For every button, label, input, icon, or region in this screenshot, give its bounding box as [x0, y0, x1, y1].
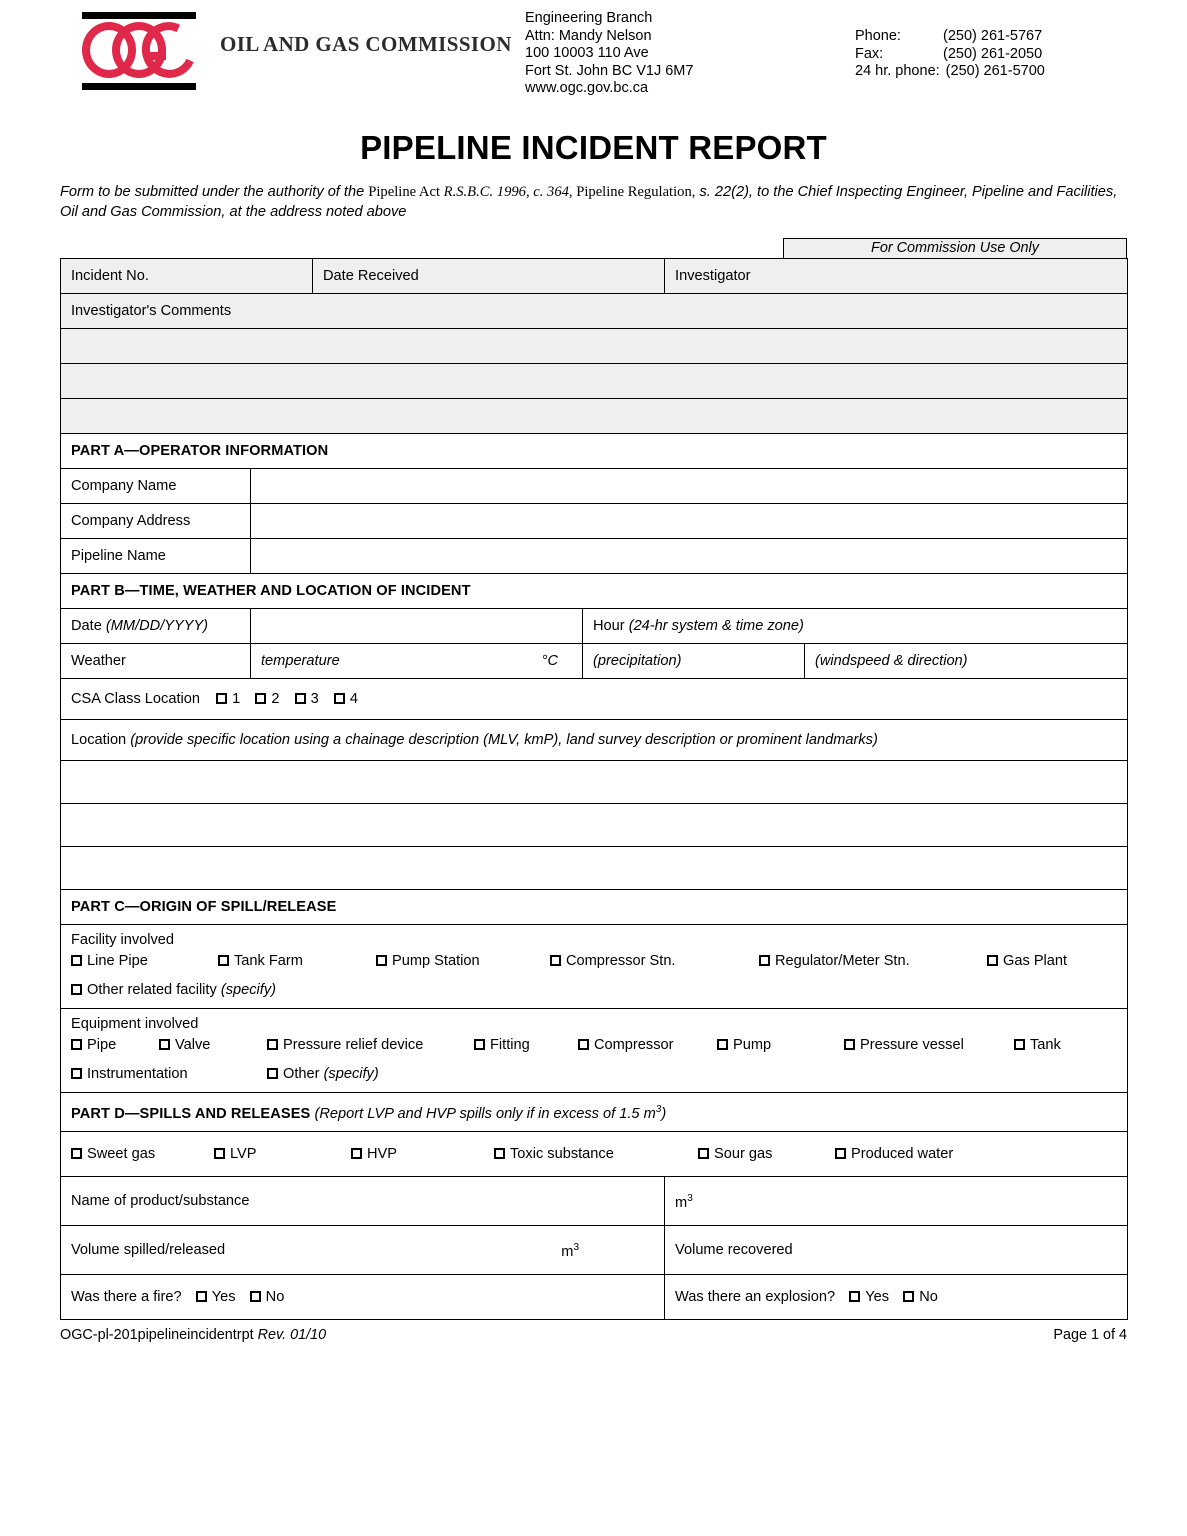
comments-blank-line[interactable] [61, 399, 1128, 434]
label-weather-cell [61, 644, 251, 679]
cell-investigator-comments[interactable] [61, 294, 1128, 329]
checkbox-icon[interactable] [987, 955, 998, 966]
footer-page-number: Page 1 of 4 [1053, 1326, 1127, 1343]
cell-date-received[interactable] [313, 259, 665, 294]
address-line: Engineering Branch [525, 10, 653, 26]
contact-label: Phone: [855, 28, 901, 44]
part-b-heading-cell [61, 574, 1128, 609]
location-blank-row [61, 804, 1128, 847]
checkbox-icon[interactable] [376, 955, 387, 966]
footer-form-id: OGC-pl-201pipelineincidentrpt Rev. 01/10 [60, 1326, 327, 1343]
checkbox-icon[interactable] [216, 693, 227, 704]
equipment-option-pressure-relief-device[interactable]: Pressure relief device [267, 1036, 474, 1054]
label-date-cell [61, 609, 251, 644]
checkbox-icon[interactable] [494, 1148, 505, 1159]
label-precipitation: (precipitation) [593, 653, 682, 669]
checkbox-icon[interactable] [71, 1039, 82, 1050]
fire-explosion-row [61, 1274, 1128, 1319]
label-investigator-comments: Investigator's Comments [71, 303, 232, 319]
csa-option-4[interactable] [334, 690, 358, 708]
label-csa-class: CSA Class Location [71, 691, 200, 707]
equipment-option-compressor[interactable]: Compressor [578, 1036, 717, 1054]
intro-part1: Form to be submitted under the authority of the [60, 184, 369, 200]
contact-label: 24 hr. phone: [855, 63, 940, 79]
company-address-row [61, 504, 1128, 539]
part-b-heading: PART B—TIME, WEATHER AND LOCATION OF INCIDENT [71, 583, 471, 599]
equipment-involved-cell [61, 1009, 1128, 1093]
label-pipeline-name-cell [61, 539, 251, 574]
facility-option-other[interactable]: Other related facility (specify) [71, 981, 276, 999]
input-hour[interactable] [583, 609, 1128, 644]
ogc-logo [82, 12, 202, 90]
label-fire-question: Was there a fire? [71, 1288, 182, 1305]
form-table [60, 258, 1128, 1320]
checkbox-icon[interactable] [334, 693, 345, 704]
commission-use-tab: For Commission Use Only [783, 238, 1127, 258]
csa-option-2[interactable] [255, 690, 279, 708]
unit-celsius: °C [541, 653, 559, 669]
equipment-options-row [71, 1036, 1117, 1054]
part-a-heading: PART A—OPERATOR INFORMATION [71, 443, 329, 459]
checkbox-icon[interactable] [351, 1148, 362, 1159]
equipment-option-pump[interactable]: Pump [717, 1036, 844, 1054]
csa-option-2-label: 2 [271, 691, 280, 707]
label-company-address-cell [61, 504, 251, 539]
product-name-row [61, 1176, 1128, 1225]
footer-revision: Rev. 01/10 [257, 1326, 327, 1343]
facility-option-pump-station[interactable]: Pump Station [376, 952, 550, 970]
hint-location: (provide specific location using a chainage description (MLV, kmP), land survey description or prominent landmarks) [130, 732, 878, 748]
location-input-line[interactable] [61, 761, 1128, 804]
commission-header-row [61, 259, 1128, 294]
volume-row [61, 1225, 1128, 1274]
substance-options-cell [61, 1131, 1128, 1176]
investigator-comments-row [61, 294, 1128, 329]
checkbox-icon[interactable] [698, 1148, 709, 1159]
substance-option-sour-gas[interactable]: Sour gas [698, 1145, 835, 1163]
part-d-heading-cell [61, 1093, 1128, 1132]
checkbox-icon[interactable] [903, 1291, 914, 1302]
explosion-question-cell [665, 1274, 1128, 1319]
checkbox-icon[interactable] [474, 1039, 485, 1050]
substance-option-toxic-substance[interactable]: Toxic substance [494, 1145, 698, 1163]
pipeline-name-row [61, 539, 1128, 574]
facility-option-compressor-stn[interactable]: Compressor Stn. [550, 952, 759, 970]
label-company-name-cell [61, 469, 251, 504]
page-header [60, 0, 1127, 122]
label-volume-spilled: Volume spilled/released [71, 1241, 226, 1258]
fire-yes-option[interactable]: Yes [196, 1288, 236, 1306]
label-weather: Weather [71, 653, 126, 669]
contact-24hr [855, 63, 1045, 81]
equipment-option-pressure-vessel[interactable]: Pressure vessel [844, 1036, 1014, 1054]
equipment-option-pipe[interactable]: Pipe [71, 1036, 159, 1054]
part-c-heading: PART C—ORIGIN OF SPILL/RELEASE [71, 899, 337, 915]
checkbox-icon[interactable] [218, 955, 229, 966]
label-pipeline-name: Pipeline Name [71, 548, 166, 564]
agency-contacts [855, 28, 1045, 81]
input-product-volume[interactable] [665, 1176, 1128, 1225]
checkbox-icon[interactable] [835, 1148, 846, 1159]
part-d-heading: PART D—SPILLS AND RELEASES [71, 1105, 315, 1122]
part-a-heading-row [61, 434, 1128, 469]
label-equipment-involved: Equipment involved [71, 1016, 199, 1032]
fire-no-option[interactable]: No [250, 1288, 285, 1306]
address-website: www.ogc.gov.bc.ca [525, 80, 649, 96]
logo-top-bar [82, 12, 196, 19]
label-hour: Hour [593, 618, 629, 634]
substance-option-sweet-gas[interactable]: Sweet gas [71, 1145, 214, 1163]
input-pipeline-name[interactable] [251, 539, 1128, 574]
location-input-line[interactable] [61, 847, 1128, 890]
label-product-name: Name of product/substance [71, 1192, 250, 1209]
input-company-address[interactable] [251, 504, 1128, 539]
checkbox-icon[interactable] [759, 955, 770, 966]
label-company-address: Company Address [71, 513, 191, 529]
equipment-involved-row [61, 1009, 1128, 1093]
label-location: Location [71, 732, 131, 748]
location-input-line[interactable] [61, 804, 1128, 847]
intro-part2: to the Chief Inspecting Engineer, Pipeline and Facilities, Oil and Gas Commission, at the address noted above [60, 184, 1118, 220]
checkbox-icon[interactable] [717, 1039, 728, 1050]
cell-investigator[interactable] [665, 259, 1128, 294]
facility-option-regulator-meter-stn[interactable]: Regulator/Meter Stn. [759, 952, 987, 970]
checkbox-icon[interactable] [255, 693, 266, 704]
checkbox-icon[interactable] [214, 1148, 225, 1159]
csa-class-cell [61, 679, 1128, 720]
checkbox-icon[interactable] [159, 1039, 170, 1050]
location-label-row [61, 720, 1128, 761]
contact-value: (250) 261-2050 [943, 45, 1043, 62]
facility-option-tank-farm[interactable]: Tank Farm [218, 952, 376, 970]
checkbox-icon[interactable] [196, 1291, 207, 1302]
date-hour-row [61, 609, 1128, 644]
address-line: Fort St. John BC V1J 6M7 [525, 62, 694, 79]
label-volume-recovered: Volume recovered [675, 1241, 793, 1258]
agency-address [525, 10, 693, 98]
csa-option-4-label: 4 [349, 691, 358, 707]
unit-m3: m [675, 1194, 688, 1211]
contact-value: (250) 261-5767 [943, 28, 1043, 44]
contact-phone [855, 28, 1045, 46]
substance-options-row [61, 1131, 1128, 1176]
label-windspeed: (windspeed & direction) [815, 653, 968, 669]
equipment-option-other[interactable]: Other (specify) [267, 1065, 379, 1083]
part-d-note-b: ) [661, 1105, 667, 1122]
part-c-heading-row [61, 890, 1128, 925]
part-d-note-sup: 3 [655, 1104, 662, 1115]
explosion-no-option[interactable]: No [903, 1288, 938, 1306]
contact-value: (250) 261-5700 [945, 63, 1045, 79]
contact-fax [855, 46, 1045, 64]
checkbox-icon[interactable] [295, 693, 306, 704]
company-name-row [61, 469, 1128, 504]
part-d-heading-row [61, 1093, 1128, 1132]
location-label-cell [61, 720, 1128, 761]
csa-option-1[interactable] [216, 690, 240, 708]
substance-option-produced-water[interactable]: Produced water [835, 1145, 953, 1163]
checkbox-icon[interactable] [267, 1039, 278, 1050]
substance-option-hvp[interactable]: HVP [351, 1145, 494, 1163]
part-c-heading-cell [61, 890, 1128, 925]
page-footer [60, 1327, 1127, 1343]
checkbox-icon[interactable] [550, 955, 561, 966]
part-d-note-a: (Report LVP and HVP spills only if in excess of 1.5 m [314, 1105, 656, 1122]
intro-act: Pipeline Act [368, 184, 444, 200]
label-temperature: temperature [261, 653, 340, 669]
checkbox-icon[interactable] [578, 1039, 589, 1050]
intro-section: s. 22(2), [695, 184, 753, 200]
label-date-received: Date Received [323, 268, 419, 284]
label-date: Date [71, 618, 106, 634]
location-blank-row [61, 847, 1128, 890]
weather-row [61, 644, 1128, 679]
input-product-name[interactable] [61, 1176, 665, 1225]
checkbox-icon[interactable] [71, 1068, 82, 1079]
input-volume-recovered[interactable] [665, 1225, 1128, 1274]
comments-blank-row [61, 399, 1128, 434]
label-company-name: Company Name [71, 478, 177, 494]
checkbox-icon[interactable] [250, 1291, 261, 1302]
checkbox-icon[interactable] [71, 1148, 82, 1159]
facility-option-gas-plant[interactable]: Gas Plant [987, 952, 1067, 970]
logo-rings [82, 22, 196, 80]
facility-involved-row [61, 925, 1128, 1009]
unit-m3-sup: 3 [687, 1192, 693, 1204]
logo-bottom-bar [82, 83, 196, 90]
label-facility-involved: Facility involved [71, 932, 175, 948]
input-temperature[interactable] [251, 644, 583, 679]
authority-statement [60, 182, 1127, 222]
label-incident-no: Incident No. [71, 268, 149, 284]
csa-option-1-label: 1 [232, 691, 241, 707]
csa-option-3-label: 3 [310, 691, 319, 707]
equipment-option-tank[interactable]: Tank [1014, 1036, 1061, 1054]
equipment-option-instrumentation[interactable]: Instrumentation [71, 1065, 267, 1083]
intro-regulation: Pipeline Regulation, [572, 184, 696, 200]
checkbox-icon[interactable] [267, 1068, 278, 1079]
equipment-options-row-2 [71, 1065, 1117, 1083]
facility-other-row [71, 981, 1117, 999]
page-title: PIPELINE INCIDENT REPORT [360, 129, 827, 166]
intro-citation: R.S.B.C. 1996, c. 364, [443, 184, 573, 200]
comments-blank-row [61, 329, 1128, 364]
checkbox-icon[interactable] [1014, 1039, 1025, 1050]
contact-label: Fax: [855, 45, 884, 62]
checkbox-icon[interactable] [71, 955, 82, 966]
substance-option-lvp[interactable]: LVP [214, 1145, 351, 1163]
input-windspeed[interactable] [805, 644, 1128, 679]
hint-hour: (24-hr system & time zone) [628, 618, 804, 634]
facility-option-line-pipe[interactable]: Line Pipe [71, 952, 218, 970]
checkbox-icon[interactable] [844, 1039, 855, 1050]
checkbox-icon[interactable] [849, 1291, 860, 1302]
csa-option-3[interactable] [295, 690, 319, 708]
comments-blank-line[interactable] [61, 364, 1128, 399]
logo-wordmark: OIL AND GAS COMMISSION [220, 32, 512, 56]
cell-incident-no[interactable] [61, 259, 313, 294]
explosion-yes-option[interactable]: Yes [849, 1288, 889, 1306]
address-line: 100 10003 110 Ave [525, 45, 649, 61]
unit-m3-spilled: $m^3$ [561, 1241, 580, 1260]
part-a-heading-cell [61, 434, 1128, 469]
label-investigator: Investigator [675, 268, 751, 284]
part-b-heading-row [61, 574, 1128, 609]
hint-date-format: (MM/DD/YYYY) [105, 618, 209, 634]
equipment-option-fitting[interactable]: Fitting [474, 1036, 578, 1054]
equipment-option-valve[interactable]: Valve [159, 1036, 267, 1054]
facility-options-row [71, 952, 1117, 970]
checkbox-icon[interactable] [71, 984, 82, 995]
fire-question-cell [61, 1274, 665, 1319]
input-date[interactable] [251, 609, 583, 644]
csa-class-row [61, 679, 1128, 720]
commission-use-tab-wrap [60, 238, 1127, 258]
input-precipitation[interactable] [583, 644, 805, 679]
input-company-name[interactable] [251, 469, 1128, 504]
label-explosion-question: Was there an explosion? [675, 1288, 836, 1305]
location-blank-row [61, 761, 1128, 804]
comments-blank-line[interactable] [61, 329, 1128, 364]
input-volume-spilled[interactable] [61, 1225, 665, 1274]
address-line: Attn: Mandy Nelson [525, 27, 652, 44]
facility-involved-cell [61, 925, 1128, 1009]
comments-blank-row [61, 364, 1128, 399]
